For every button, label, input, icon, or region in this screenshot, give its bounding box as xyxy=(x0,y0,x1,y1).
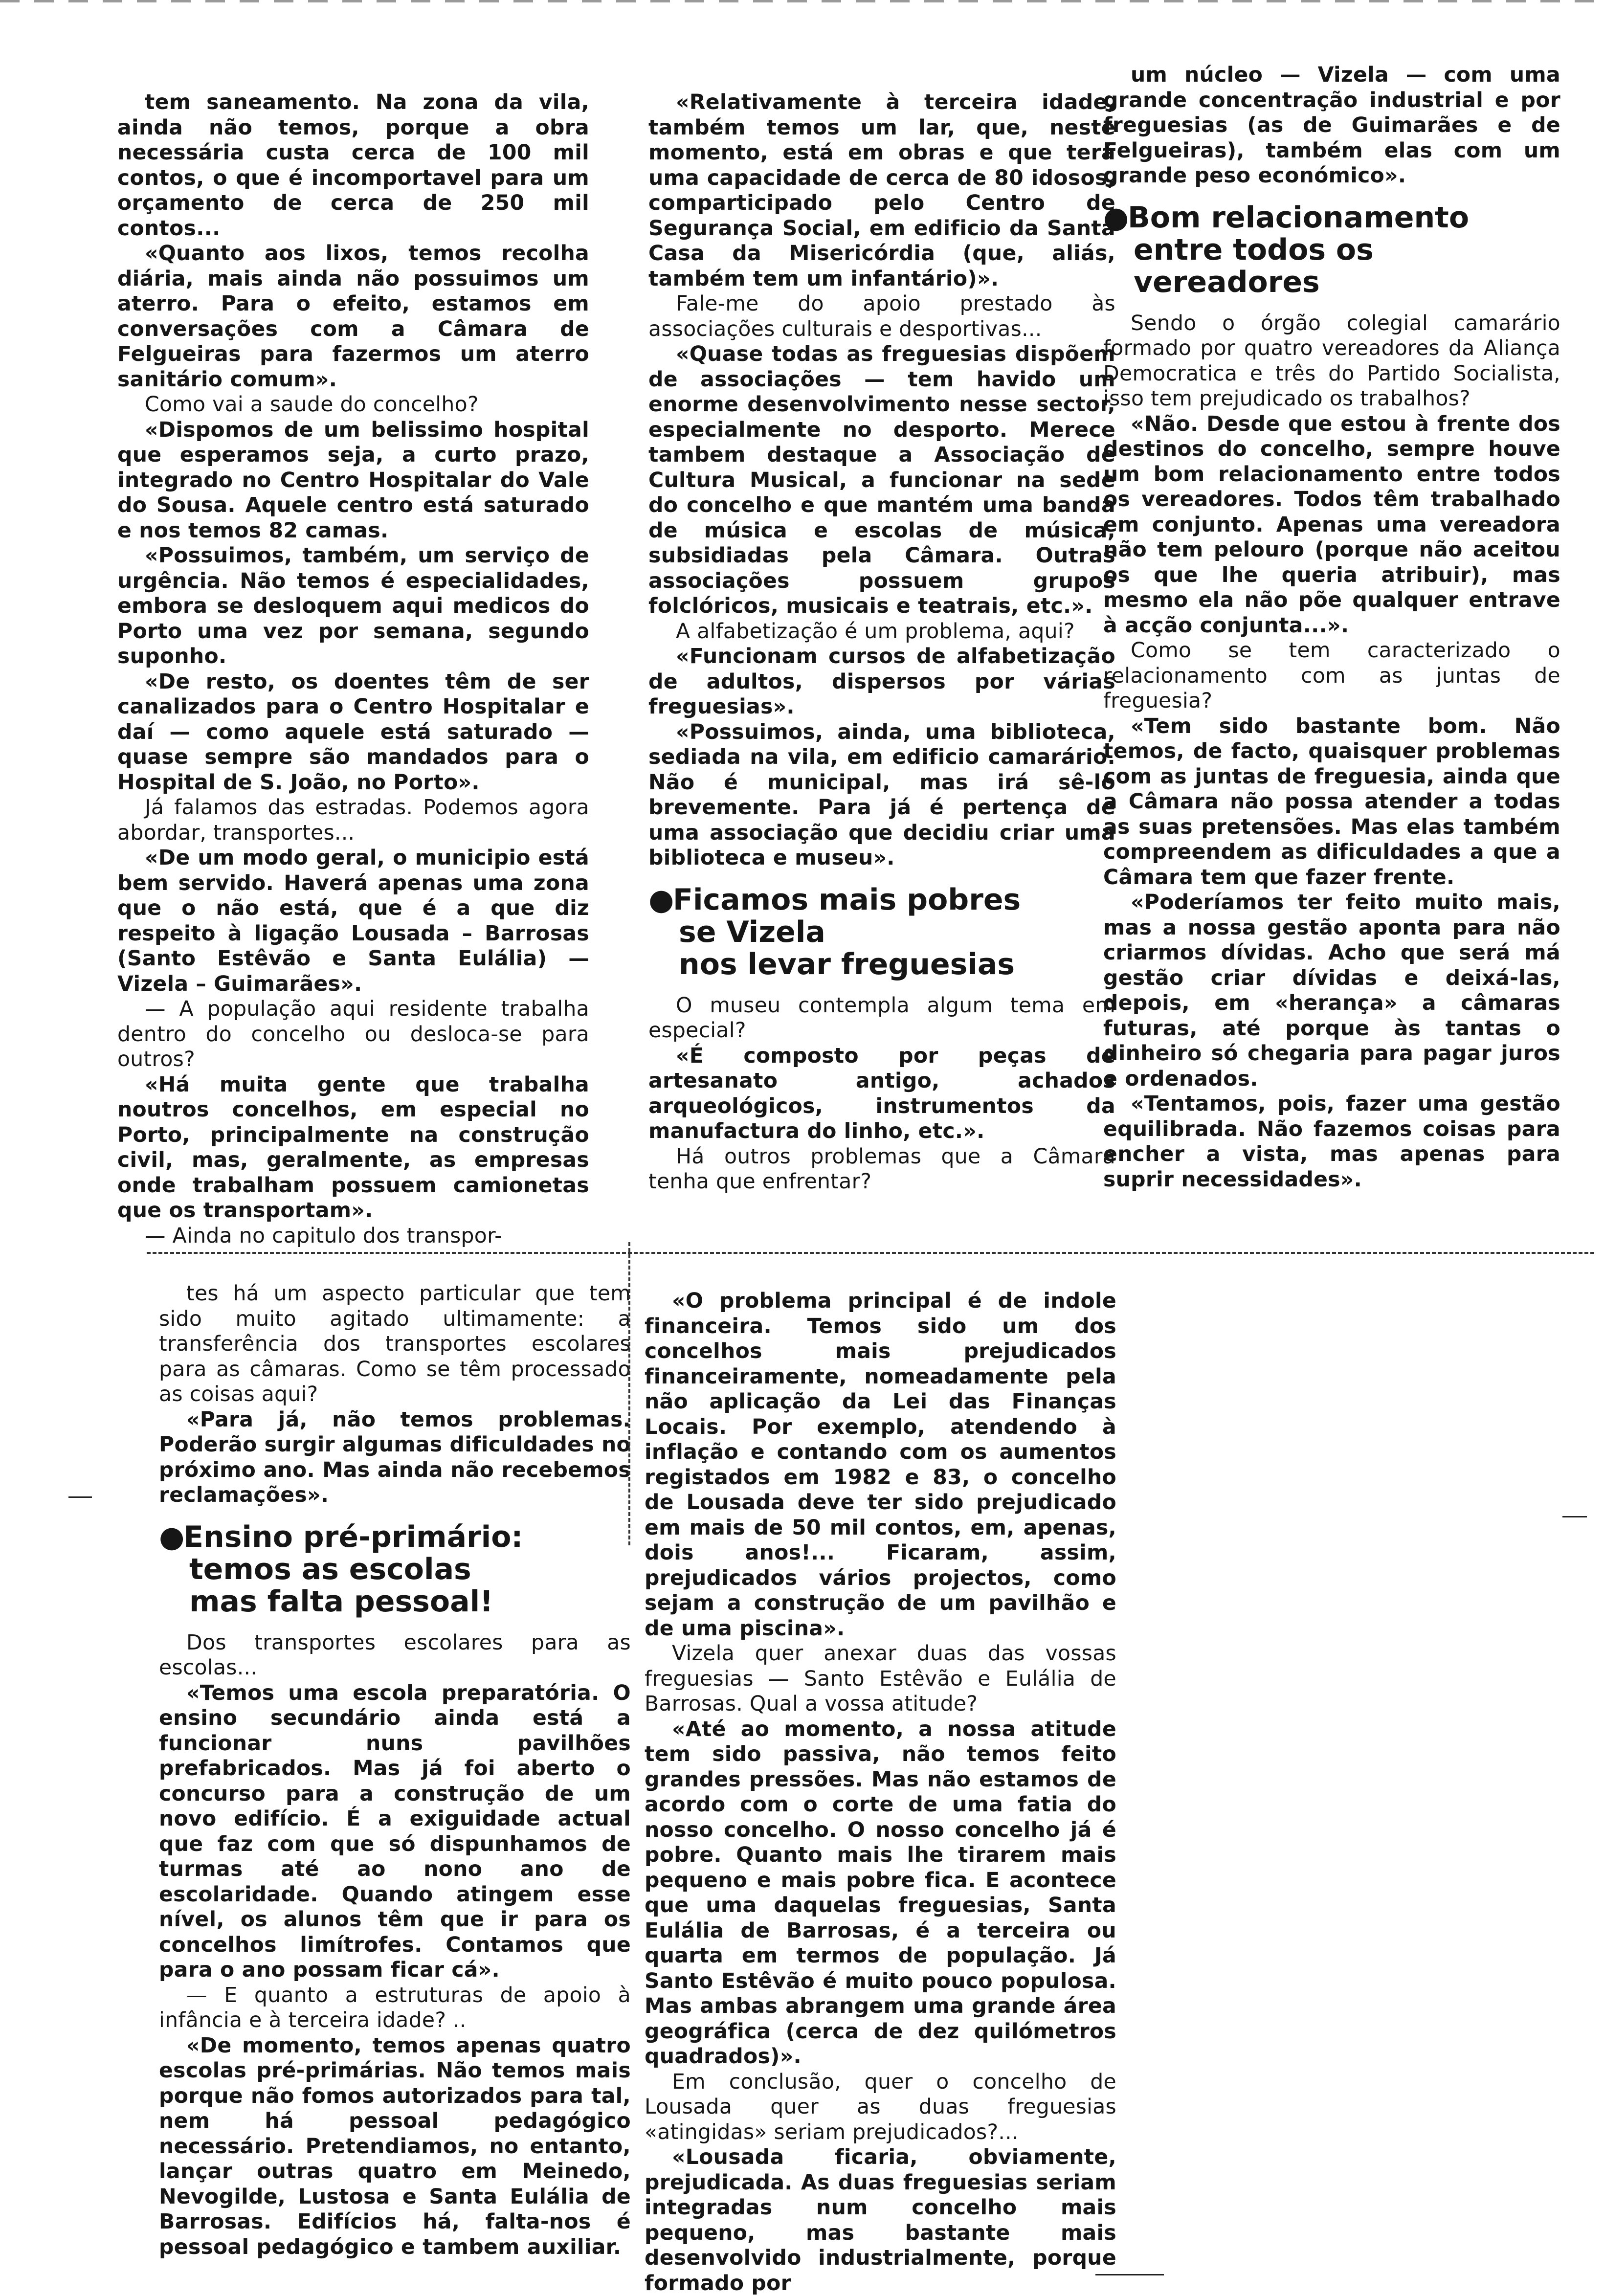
answer-paragraph: «Funcionam cursos de alfabetização de adultos, dispersos por várias freguesias». xyxy=(648,645,1115,719)
question-paragraph: Como se tem caracterizado o relacionamento com as juntas de freguesia? xyxy=(1103,639,1560,713)
column-1-top xyxy=(117,90,589,1248)
clipping-cut-border-left xyxy=(609,1242,630,1545)
answer-paragraph: «Possuimos, ainda, uma biblioteca, sediada na vila, em edificio camarário. Não é municipal, mas irá sê-lo brevemente. Para já é pertença de uma associação que decidiu criar uma biblioteca e museu». xyxy=(648,720,1115,870)
bullet-icon: ● xyxy=(1103,200,1129,235)
answer-paragraph: um núcleo — Vizela — com uma grande concentração industrial e por freguesias (as de Guimarães e de Felgueiras), também elas com um grande peso económico». xyxy=(1103,63,1560,188)
answer-paragraph: «Lousada ficaria, obviamente, prejudicada. As duas freguesias seriam integradas num concelho mais pequeno, mas bastante mais desenvolvido industrialmente, porque formado por xyxy=(645,2145,1116,2296)
question-paragraph: Fale-me do apoio prestado às associações culturais e desportivas... xyxy=(648,292,1115,341)
column-2-top-text xyxy=(648,90,1115,871)
column-3-top-text xyxy=(1103,63,1560,189)
heading-ficamos-mais-pobres: ●Ficamos mais pobres se Vizela nos levar freguesias xyxy=(648,882,1021,981)
question-paragraph: Há outros problemas que a Câmara tenha que enfrentar? xyxy=(648,1144,1115,1194)
column-2-top xyxy=(648,90,1115,1195)
answer-paragraph: «Quanto aos lixos, temos recolha diária, mais ainda não possuimos um aterro. Para o efeito, estamos em conversações com a Câmara de Felgueiras para fazermos um aterro sanitário comum». xyxy=(117,242,589,392)
question-paragraph: Já falamos das estradas. Podemos agora abordar, transportes... xyxy=(117,796,589,845)
question-paragraph: Sendo o órgão colegial camarário formado por quatro vereadores da Aliança Democratica e três do Partido Socialista, isso tem prejudicado os trabalhos? xyxy=(1103,311,1560,411)
answer-paragraph: «O problema principal é de indole financeira. Temos sido um dos concelhos mais prejudicados financeiramente, nomeadamente pela não aplicação da Lei das Finanças Locais. Por exemplo, atendendo à inflação e contando com os aumentos registados em 1982 e 83, o concelho de Lousada deve ter sido prejudicado em mais de 50 mil contos, em, apenas, dois anos!... Ficaram, assim, prejudicados vários projectos, como sejam a construção de um pavilhão e de uma piscina». xyxy=(645,1289,1116,1641)
bullet-icon: ● xyxy=(159,1519,185,1554)
margin-mark xyxy=(68,1496,92,1498)
answer-paragraph: «Há muita gente que trabalha noutros concelhos, em especial no Porto, principalmente na construção civil, mas, geralmente, as empresas onde trabalham possuem camionetas que os transportam». xyxy=(117,1072,589,1223)
question-paragraph: Como vai a saude do concelho? xyxy=(145,393,479,417)
answer-paragraph: «Relativamente à terceira idade, também temos um lar, que, neste momento, está em obras e que terá uma capacidade de cerca de 80 idosos, comparticipado pelo Centro de Segurança Social, em edificio da Santa Casa da Misericórdia (que, aliás, também tem um infantário)». xyxy=(648,90,1115,291)
question-paragraph: — A população aqui residente trabalha dentro do concelho ou desloca-se para outros? xyxy=(117,997,589,1071)
column-1-bottom xyxy=(159,1281,631,2260)
column-3 xyxy=(1103,63,1560,1192)
column-1-bottom2-text xyxy=(159,1630,631,2260)
answer-paragraph: «Dispomos de um belissimo hospital que esperamos seja, a curto prazo, integrado no Centro Hospitalar do Vale do Sousa. Aquele centro está saturado e nos temos 82 camas. xyxy=(117,418,589,543)
question-paragraph: — E quanto a estruturas de apoio à infância e à terceira idade? .. xyxy=(159,1983,631,2032)
clipping-cut-border-mid xyxy=(147,1252,1594,1259)
bullet-icon: ● xyxy=(648,882,674,917)
question-paragraph: Dos transportes escolares para as escolas... xyxy=(159,1630,631,1680)
question-paragraph: tes há um aspecto particular que tem sido muito agitado ultimamente: a transferência dos transportes escolares para as câmaras. Como se têm processado as coisas aqui? xyxy=(159,1282,631,1406)
question-paragraph: O museu contempla algum tema em especial? xyxy=(648,993,1115,1043)
question-paragraph: — Ainda no capitulo dos transpor- xyxy=(145,1224,502,1248)
answer-paragraph: «De momento, temos apenas quatro escolas pré-primárias. Não temos mais porque não fomos autorizados para tal, nem há pessoal pedagógico necessário. Pretendiamos, no entanto, lançar outras quatro em Meinedo, Nevogilde, Lustosa e Santa Eulália de Barrosas. Edifícios há, falta-nos é pessoal pedagógico e tambem auxiliar. xyxy=(159,2033,631,2259)
answer-paragraph: «Não. Desde que estou à frente dos destinos do concelho, sempre houve um bom relacionamento entre todos os vereadores. Todos têm trabalhado em conjunto. Apenas uma vereadora não tem pelouro (porque não aceitou os que lhe queria atribuir), mas mesmo ela não põe qualquer entrave à acção conjunta...». xyxy=(1103,412,1560,638)
answer-paragraph: «É composto por peças de artesanato antigo, achados arqueológicos, instrumentos da manufactura do linho, etc.». xyxy=(648,1044,1115,1143)
margin-mark xyxy=(1562,1516,1587,1517)
answer-paragraph: «Possuimos, também, um serviço de urgência. Não temos é especialidades, embora se desloquem aqui medicos do Porto uma vez por semana, segundo suponho. xyxy=(117,544,589,669)
column-3-mid-text xyxy=(1103,311,1560,1193)
question-paragraph: Em conclusão, quer o concelho de Lousada quer as duas freguesias «atingidas» seriam prejudicados?... xyxy=(645,2070,1116,2144)
column-2-mid-text xyxy=(648,993,1115,1195)
column-2-bottom xyxy=(645,1289,1116,2296)
answer-paragraph: «De um modo geral, o municipio está bem servido. Haverá apenas uma zona que o não está, que é a que diz respeito à ligação Lousada – Barrosas (Santo Estêvão e Santa Eulália) — Vizela – Guimarães». xyxy=(117,846,589,996)
question-paragraph: A alfabetização é um problema, aqui? xyxy=(676,619,1075,644)
heading-ensino-pre-primario: ●Ensino pré-primário: temos as escolas mas falta pessoal! xyxy=(159,1519,523,1619)
answer-paragraph: «Quase todas as freguesias dispõem de associações — tem havido um enorme desenvolvimento nesse sector, especialmente no desporto. Merece tambem destaque a Associação de Cultura Musical, a funcionar na sede do concelho e que mantém uma banda de música e escolas de música, subsidiadas pela Câmara. Outras associações possuem grupos folclóricos, musicais e teatrais, etc.». xyxy=(648,342,1115,618)
heading-bom-relacionamento: ●Bom relacionamento entre todos os vereadores xyxy=(1103,200,1470,299)
question-paragraph: Vizela quer anexar duas das vossas freguesias — Santo Estêvão e Eulália de Barrosas. Qual a vossa atitude? xyxy=(645,1642,1116,1716)
answer-paragraph: «De resto, os doentes têm de ser canalizados para o Centro Hospitalar e daí — como aquele está saturado — quase sempre são mandados para o Hospital de S. João, no Porto». xyxy=(117,669,589,795)
answer-paragraph: tem saneamento. Na zona da vila, ainda não temos, porque a obra necessária custa cerca de 100 mil contos, o que é incomportavel para um orçamento de cerca de 250 mil contos... xyxy=(117,90,589,241)
answer-paragraph: «Poderíamos ter feito muito mais, mas a nossa gestão aponta para não criarmos dívidas. Acho que será má gestão criar dívidas e deixá-las, depois, em «herança» a câmaras futuras, até porque às tantas o dinheiro só chegaria para pagar juros e ordenados. xyxy=(1103,891,1560,1091)
answer-paragraph: «Tentamos, pois, fazer uma gestão equilibrada. Não fazemos coisas para encher a vista, mas apenas para suprir necessidades». xyxy=(1103,1092,1560,1192)
answer-paragraph: «Até ao momento, a nossa atitude tem sido passiva, não temos feito grandes pressões. Mas não estamos de acordo com o corte de uma fatia do nosso concelho. O nosso concelho já é pobre. Quanto mais lhe tirarem mais pequeno e mais pobre fica. E acontece que uma daquelas freguesias, Santa Eulália de Barrosas, é a terceira ou quarta em termos de população. Já Santo Estêvão é muito pouco populosa. Mas ambas abrangem uma grande área geográfica (cerca de dez quilómetros quadrados)». xyxy=(645,1717,1116,2069)
margin-mark xyxy=(1095,2274,1164,2275)
answer-paragraph: «Tem sido bastante bom. Não temos, de facto, quaisquer problemas com as juntas de freguesia, ainda que a Câmara não possa atender a todas as suas pretensões. Mas elas também compreendem as dificuldades a que a Câmara tem que fazer frente. xyxy=(1103,714,1560,890)
answer-paragraph: «Para já, não temos problemas. Poderão surgir algumas dificuldades no próximo ano. Mas ainda não recebemos reclamações». xyxy=(159,1407,631,1507)
scan-edge-artifact xyxy=(0,0,1604,2)
answer-paragraph: «Temos uma escola preparatória. O ensino secundário ainda está a funcionar nuns pavilhões prefabricados. Mas já foi aberto o concurso para a construção de um novo edifício. É a exiguidade actual que faz com que só dispunhamos de turmas até ao nono ano de escolaridade. Quando atingem esse nível, os alunos têm que ir para os concelhos limítrofes. Contamos que para o ano possam ficar cá». xyxy=(159,1681,631,1982)
column-1-bottom-text xyxy=(159,1281,631,1508)
